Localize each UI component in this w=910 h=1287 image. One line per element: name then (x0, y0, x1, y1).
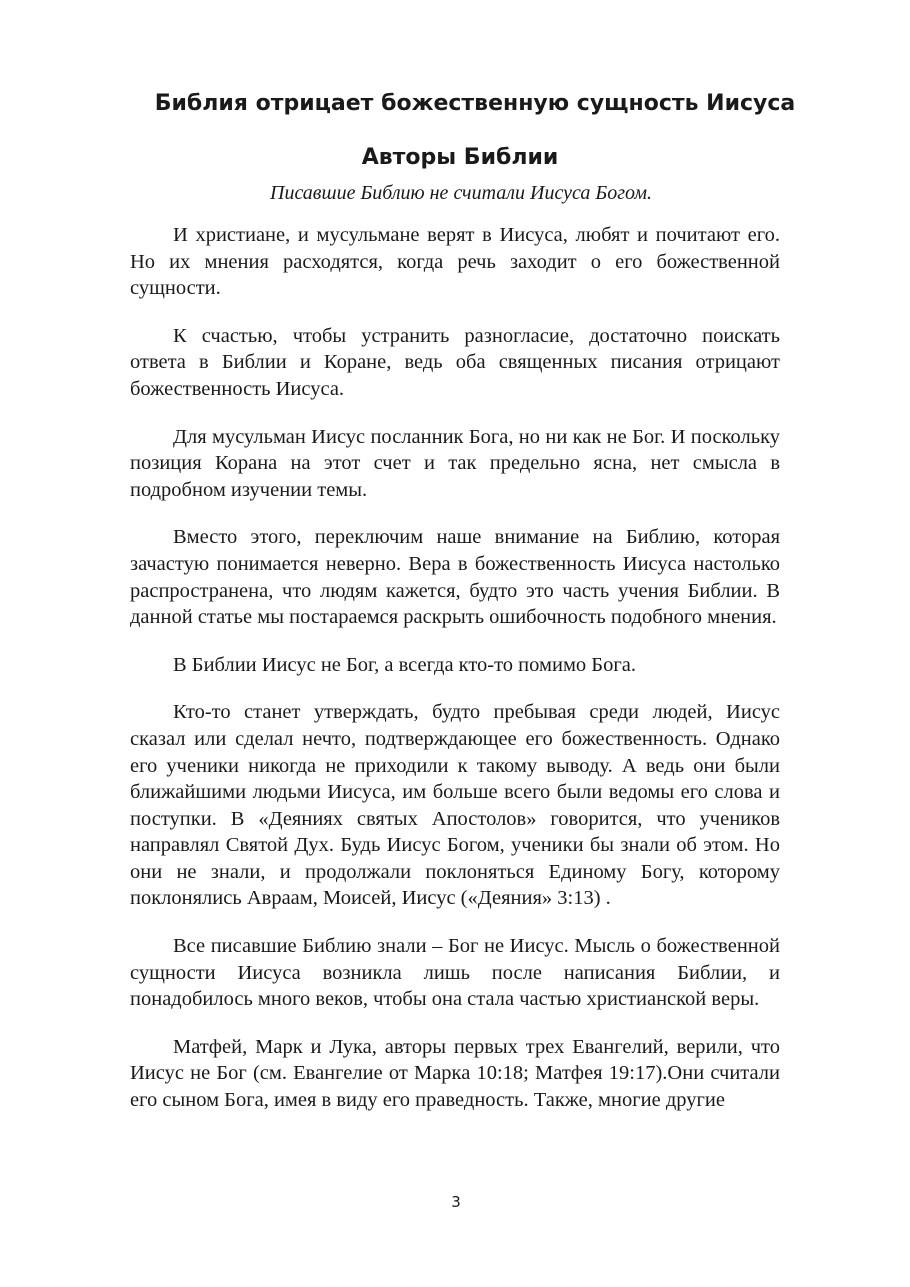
paragraph: Кто-то станет утверждать, будто пребывая среди людей, Иисус сказал или сделал нечто, подтверждающее его божественность. Однако его ученики никогда не приходили к такому выводу. А ведь они были ближайшими людьми Иисуса, им больше всего были ведомы его слова и поступки. В «Деяниях святых Апостолов» говорится, что учеников направлял Святой Дух. Будь Иисус Богом, ученики бы знали об этом. Но они не знали, и продолжали поклоняться Единому Богу, которому поклонялись Авраам, Моисей, Иисус («Деяния» 3:13) . (130, 701, 780, 910)
paragraph: В Библии Иисус не Бог, а всегда кто-то помимо Бога. (173, 653, 636, 676)
paragraph: Матфей, Марк и Лука, авторы первых трех Евангелий, верили, что Иисус не Бог (см. Евангелие от Марка 10:18; Матфея 19:17).Они считали его сыном Бога, имея в виду его праведность. Также, многие другие (130, 1035, 780, 1112)
paragraph: Все писавшие Библию знали – Бог не Иисус. Мысль о божественной сущности Иисуса возникла лишь после написания Библии, и понадобилось много веков, чтобы она стала частью христианской веры. (130, 935, 780, 1011)
page-number: 3 (451, 1193, 461, 1211)
epigraph: Писавшие Библию не считали Иисуса Богом. (270, 182, 653, 204)
paragraph: Для мусульман Иисус посланник Бога, но ни как не Бог. И поскольку позиция Корана на этот счет и так предельно ясна, нет смысла в подробном изучении темы. (130, 425, 780, 501)
section-heading: Авторы Библии (361, 145, 559, 170)
paragraph: И христиане, и мусульмане верят в Иисуса, любят и почитают его. Но их мнения расходятся, когда речь заходит о его божественной сущности. (130, 224, 780, 300)
page-title: Библия отрицает божественную сущность Иисуса (154, 91, 796, 116)
paragraph: Вместо этого, переключим наше внимание на Библию, которая зачастую понимается неверно. Вера в божественность Иисуса настолько распространена, что людям кажется, будто это часть учения Библии. В данной статье мы постараемся раскрыть ошибочность подобного мнения. (130, 526, 780, 629)
paragraph: К счастью, чтобы устранить разногласие, достаточно поискать ответа в Библии и Коране, ведь оба священных писания отрицают божественность Иисуса. (130, 324, 780, 400)
body-text (130, 222, 780, 1135)
